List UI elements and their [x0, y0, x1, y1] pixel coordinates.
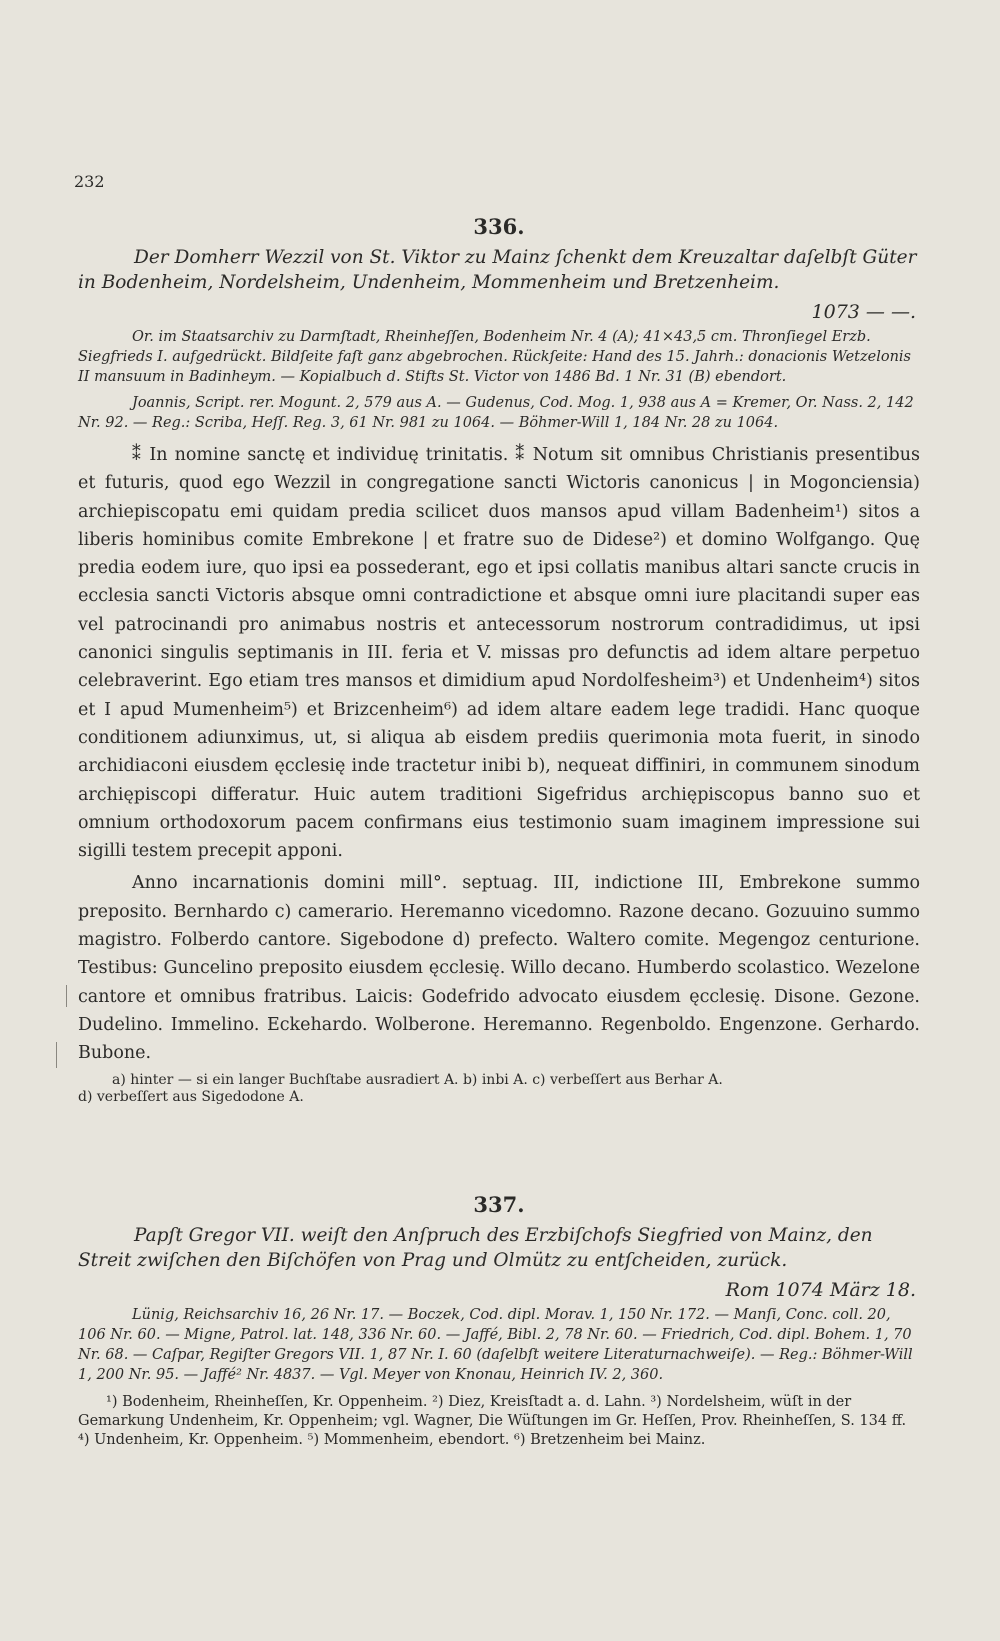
- footnote-line: a) hinter — si ein langer Buchſtabe ausradiert A. b) inbi A. c) verbeſſert aus Berhar A.: [112, 1071, 723, 1088]
- document-date: Rom 1074 März 18.: [725, 1279, 916, 1301]
- margin-mark: [56, 1042, 57, 1068]
- document-number: 337.: [473, 1192, 525, 1217]
- source-original: Or. im Staatsarchiv zu Darmſtadt, Rheinheſſen, Bodenheim Nr. 4 (A); 41×43,5 cm. Thronſiegel Erzb. Siegfrieds I. aufgedrückt. Bildſeite faſt ganz abgebrochen. Rückſeite: Hand des 15. Jahrh.: donacionis Wetzelonis II mansuum in Badinheym. — Kopialbuch d. Stifts St. Victor von 1486 Bd. 1 Nr. 31 (B) ebendort.: [78, 329, 911, 385]
- source-prints: Joannis, Script. rer. Mogunt. 2, 579 aus A. — Gudenus, Cod. Mog. 1, 938 aus A = Kremer, Or. Nass. 2, 142 Nr. 92. — Reg.: Scriba, Heſſ. Reg. 3, 61 Nr. 981 zu 1064. — Böhmer-Will 1, 184 Nr. 28 zu 1064.: [78, 395, 914, 431]
- page-number: 232: [74, 172, 105, 191]
- charter-text: ⁑ In nomine sanctę et individuę trinitatis. ⁑ Notum sit omnibus Christianis presentibus et futuris, quod ego Wezzil in congregatione sancti Wictoris canonicus | in Mogonciensia) archiepiscopatu emi quidam predia scilicet duos mansos apud villam Badenheim¹) sitos a liberis hominibus comite Embrekone | et fratre suo de Didese²) et domino Wolfgango. Quę predia eodem iure, quo ipsi ea possederant, ego et ipsi collatis manibus altari sancte crucis in ecclesia sancti Victoris absque omni contradictione et absque omni iure placitandi super eas vel patrocinandi pro animabus nostris et antecessorum nostrorum contradidimus, ut ipsi canonici singulis septimanis in III. feria et V. missas pro defunctis ad idem altare perpetuo celebraverint. Ego etiam tres mansos et dimidium apud Nordolfesheim³) et Undenheim⁴) sitos et I apud Mumenheim⁵) et Brizcenheim⁶) ad idem altare eadem lege tradidi. Hanc quoque conditionem adiunximus, ut, si aliqua ab eisdem prediis querimonia mota fuerit, in sinodo archidiaconi eiusdem ęcclesię inde tractetur inibi b), nequeat diffiniri, in communem sinodum archiępiscopi differatur. Huic autem traditioni Sigefridus archiępiscopus banno suo et omnium orthodoxorum pacem confirmans eius testimonio suam imaginem impressione sui sigilli testem precepit apponi.: [78, 445, 920, 862]
- literature-references: Lünig, Reichsarchiv 16, 26 Nr. 17. — Boczek, Cod. dipl. Morav. 1, 150 Nr. 172. — Manſi, Conc. coll. 20, 106 Nr. 60. — Migne, Patrol. lat. 148, 336 Nr. 60. — Jaffé, Bibl. 2, 78 Nr. 60. — Friedrich, Cod. dipl. Bohem. 1, 70 Nr. 68. — Caſpar, Regiſter Gregors VII. 1, 87 Nr. I. 60 (daſelbſt weitere Literaturnachweiſe). — Reg.: Böhmer-Will 1, 200 Nr. 95. — Jaffé² Nr. 4837. — Vgl. Meyer von Knonau, Heinrich IV. 2, 360.: [78, 1307, 913, 1383]
- document-number: 336.: [473, 214, 525, 239]
- document-337: [78, 1192, 920, 1450]
- charter-witnesses: Anno incarnationis domini mill°. septuag. III, indictione III, Embrekone summo preposito. Bernhardo c) camerario. Heremanno vicedomno. Razone decano. Gozuuino summo magistro. Folberdo cantore. Sigebodone d) prefecto. Waltero comite. Megengoz centurione. Testibus: Guncelino preposito eiusdem ęcclesię. Willo decano. Humberdo scolastico. Wezelone cantore et omnibus fratribus. Laicis: Godefrido advocato eiusdem ęcclesię. Disone. Gezone. Dudelino. Immelino. Eckehardo. Wolberone. Heremanno. Regenboldo. Engenzone. Gerhardo. Bubone.: [78, 873, 920, 1064]
- document-336: [78, 214, 920, 1106]
- place-footnotes: ¹) Bodenheim, Rheinheſſen, Kr. Oppenheim. ²) Diez, Kreisſtadt a. d. Lahn. ³) Nordelsheim, wüſt in der Gemarkung Undenheim, Kr. Oppenheim; vgl. Wagner, Die Wüſtungen im Gr. Heſſen, Prov. Rheinheſſen, S. 134 ff. ⁴) Undenheim, Kr. Oppenheim. ⁵) Mommenheim, ebendort. ⁶) Bretzenheim bei Mainz.: [78, 1394, 907, 1448]
- regest: Der Domherr Wezzil von St. Viktor zu Mainz ſchenkt dem Kreuzaltar daſelbſt Güter in Bodenheim, Nordelsheim, Undenheim, Mommenheim und Bretzenheim.: [78, 247, 917, 293]
- document-date: 1073 — —.: [811, 301, 916, 323]
- text-footnotes: [78, 1072, 920, 1106]
- margin-mark: [66, 985, 67, 1007]
- footnote-line: d) verbeſſert aus Sigedodone A.: [78, 1088, 304, 1105]
- regest: Papſt Gregor VII. weiſt den Anſpruch des Erzbiſchofs Siegfried von Mainz, den Streit zwiſchen den Biſchöfen von Prag und Olmütz zu entſcheiden, zurück.: [78, 1225, 873, 1271]
